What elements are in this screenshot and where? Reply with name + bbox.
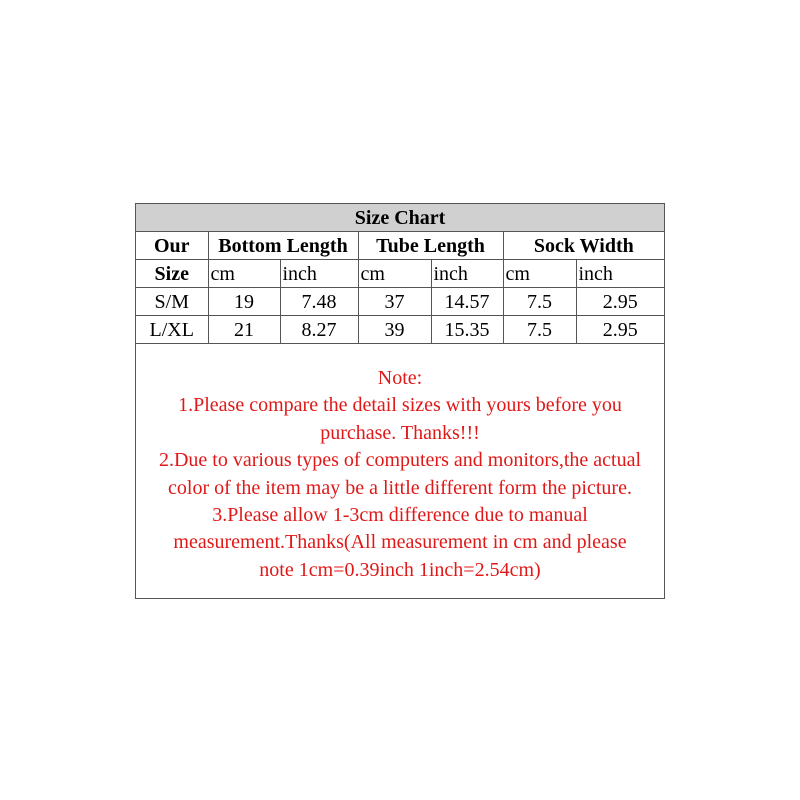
note-line: purchase. Thanks!!!: [320, 421, 480, 444]
size-table: [136, 204, 664, 344]
table-row: [136, 288, 664, 316]
tube-length-cm: 39: [358, 316, 431, 344]
table-row: [136, 316, 664, 344]
tube-length-header: Tube Length: [358, 232, 503, 260]
note-line: 1.Please compare the detail sizes with yours before you: [178, 394, 622, 417]
tube-length-cm: 37: [358, 288, 431, 316]
our-size-header-bottom: Size: [136, 260, 208, 288]
bottom-length-header: Bottom Length: [208, 232, 358, 260]
title-row: [136, 204, 664, 232]
bottom-length-cm: 21: [208, 316, 280, 344]
note-line: note 1cm=0.39inch 1inch=2.54cm): [259, 558, 541, 581]
bottom-length-cm: 19: [208, 288, 280, 316]
note-line: measurement.Thanks(All measurement in cm and please: [173, 531, 627, 554]
size-label: L/XL: [136, 316, 208, 344]
note-line: 2.Due to various types of computers and monitors,the actual: [158, 449, 642, 472]
bottom-length-inch: 7.48: [280, 288, 358, 316]
group-header-row: [136, 232, 664, 260]
note-line: 3.Please allow 1-3cm difference due to manual: [212, 504, 588, 527]
sock-width-inch: 2.95: [576, 288, 664, 316]
tube-length-inch: 15.35: [431, 316, 503, 344]
notes-block: [136, 365, 664, 584]
sock-width-cm: 7.5: [503, 316, 576, 344]
note-heading: Note:: [377, 367, 423, 389]
sock-width-cm: 7.5: [503, 288, 576, 316]
unit-cell: inch: [431, 260, 503, 288]
note-line: color of the item may be a little different form the picture.: [168, 476, 632, 499]
sock-width-inch: 2.95: [576, 316, 664, 344]
bottom-length-inch: 8.27: [280, 316, 358, 344]
unit-cell: cm: [208, 260, 280, 288]
our-size-header-top: Our: [136, 232, 208, 260]
sock-width-header: Sock Width: [503, 232, 664, 260]
tube-length-inch: 14.57: [431, 288, 503, 316]
unit-cell: inch: [576, 260, 664, 288]
unit-cell: inch: [280, 260, 358, 288]
size-chart: [135, 203, 665, 599]
unit-header-row: [136, 260, 664, 288]
size-label: S/M: [136, 288, 208, 316]
unit-cell: cm: [358, 260, 431, 288]
unit-cell: cm: [503, 260, 576, 288]
size-chart-title: Size Chart: [136, 204, 664, 232]
